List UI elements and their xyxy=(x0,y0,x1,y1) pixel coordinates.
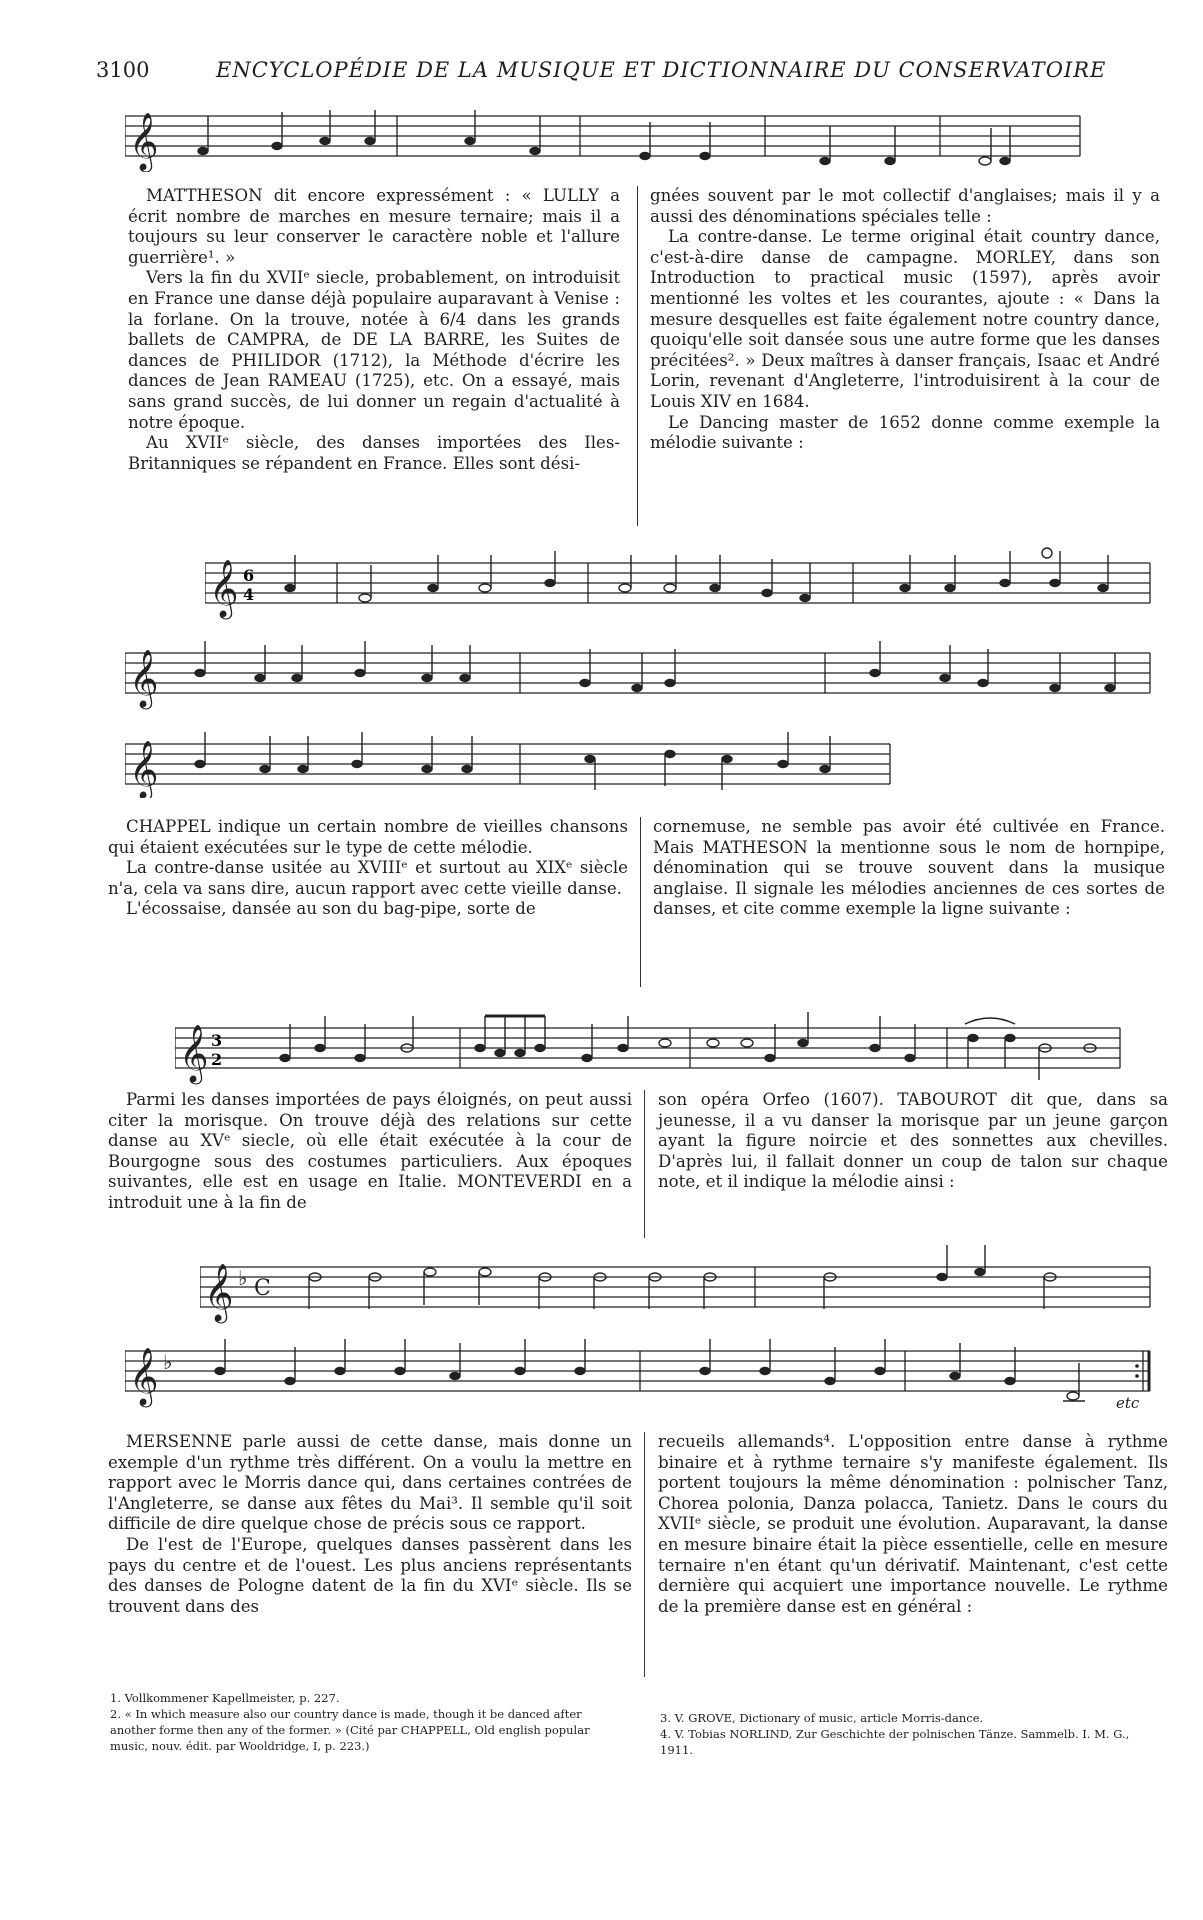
column-rule-3 xyxy=(644,1090,645,1238)
column-rule-2 xyxy=(640,817,641,987)
svg-text:𝄞: 𝄞 xyxy=(204,1263,234,1321)
page-number: 3100 xyxy=(96,58,150,82)
column-rule-4 xyxy=(644,1432,645,1677)
text-block-4-left: MERSENNE parle aussi de cette danse, mais donne un exemple d'un rythme très différent. On a voulu la mettre en rapport avec le Morris dance qui, dans certaines contrées de l'Angleterre, se danse aux fêtes du Mai³. Il semble qu'il soit difficile de dire quelque chose de précis sous ce rapport. De l'est de l'Europe, quelques danses passèrent dans les pays du centre et de l'ouest. Les plus anciens représentants des danses de Pologne datent de la fin du XVIᵉ siècle. Ils se trouvent dans des xyxy=(108,1432,632,1616)
music-staff-3 xyxy=(125,635,1155,710)
music-staff-5 xyxy=(175,1010,1125,1085)
time-signature-top: 6 xyxy=(243,566,255,585)
svg-text:𝄞: 𝄞 xyxy=(129,649,159,707)
music-staff-2 xyxy=(205,545,1155,620)
svg-text:♭: ♭ xyxy=(238,1266,248,1290)
text-block-2-left: CHAPPEL indique un certain nombre de vieilles chansons qui étaient exécutées sur le type de cette mélodie. La contre-danse usitée au XVIIIᵉ et surtout au XIXᵉ siècle n'a, cela va sans dire, aucun rapport avec cette vieille danse. L'écossaise, dansée au son du bag-pipe, sorte de xyxy=(108,817,628,919)
music-etc-label: etc xyxy=(1116,1394,1140,1412)
text-block-4-right: recueils allemands⁴. L'opposition entre danse à rythme binaire et à rythme ternaire s'y manifeste également. Ils portent toujours la même dénomination : polnischer Tanz, Chorea polonia, Danza polacca, Tanietz. Dans le cours du XVIIᵉ siècle, se produit une évolution. Auparavant, la danse en mesure binaire était la pièce essentielle, celle en mesure ternaire n'en étant qu'un dérivatif. Maintenant, c'est cette dernière qui acquiert une importance nouvelle. Le rythme de la première danse est en général : xyxy=(658,1432,1168,1616)
text-block-1-left: MATTHESON dit encore expressément : « LULLY a écrit nombre de marches en mesure ternaire; mais il a toujours su leur conserver le caractère noble et l'allure guerrière¹. » Vers la fin du XVIIᵉ siecle, probablement, on introduisit en France une danse déjà populaire auparavant à Venise : la forlane. On la trouve, notée à 6/4 dans les grands ballets de CAMPRA, de DE LA BARRE, les Suites de dances de PHILIDOR (1712), la Méthode d'écrire les dances de Jean RAMEAU (1725), etc. On a essayé, mais sans grand succès, de lui donner un regain d'actualité à notre époque. Au XVIIᵉ siècle, des danses importées des Iles-Britanniques se répandent en France. Elles sont dési- xyxy=(128,186,620,473)
svg-text:𝄞: 𝄞 xyxy=(179,1024,209,1082)
music-staff-6 xyxy=(200,1245,1155,1325)
text-block-3-left: Parmi les danses importées de pays éloignés, on peut aussi citer la morisque. On trouve déjà des relations sur cette danse au XVᵉ siecle, où elle était exécutée à la cour de Bourgogne sous des costumes particuliers. Aux époques suivantes, elle est en usage en Italie. MONTEVERDI en a introduit une à la fin de xyxy=(108,1090,632,1212)
svg-text:C: C xyxy=(254,1276,271,1301)
music-staff-4 xyxy=(125,728,895,798)
text-block-2-right: cornemuse, ne semble pas avoir été cultivée en France. Mais MATHESON la mentionne sous le nom de hornpipe, dénomination qui se trouve souvent dans la musique anglaise. Il signale les mélodies anciennes de ces sortes de danses, et cite comme exemple la ligne suivante : xyxy=(653,817,1165,919)
text-block-3-right: son opéra Orfeo (1607). TABOUROT dit que, dans sa jeunesse, il a vu danser la morisque par un jeune garçon ayant la figure noircie et des sonnettes aux chevilles. D'après lui, il fallait donner un coup de talon sur chaque note, et il indique la mélodie ainsi : xyxy=(658,1090,1168,1192)
svg-text:𝄞: 𝄞 xyxy=(129,112,159,170)
footnotes-right: 3. V. GROVE, Dictionary of music, article Morris-dance. 4. V. Tobias NORLIND, Zur Geschichte der polnischen Tänze. Sammelb. I. M. G., 1911. xyxy=(660,1711,1130,1757)
time-signature-bottom-2: 2 xyxy=(211,1050,223,1069)
time-signature-bottom: 4 xyxy=(243,585,255,604)
svg-text:𝄞: 𝄞 xyxy=(129,1347,159,1405)
svg-text:♭: ♭ xyxy=(163,1350,173,1374)
music-staff-1 xyxy=(125,102,1085,172)
music-staff-7 xyxy=(125,1333,1155,1413)
time-signature-top-2: 3 xyxy=(211,1031,223,1050)
footnotes-left: 1. Vollkommener Kapellmeister, p. 227. 2. « In which measure also our country dance is made, though it be danced after another forme then any of the former. » (Cité par CHAPPELL, Old english popular music, nouv. édit. par Wooldridge, I, p. 223.) xyxy=(110,1691,590,1753)
svg-text:𝄞: 𝄞 xyxy=(209,559,239,617)
page-header xyxy=(96,58,1136,88)
column-rule-1 xyxy=(637,186,638,526)
svg-text:𝄞: 𝄞 xyxy=(129,740,159,798)
text-block-1-right: gnées souvent par le mot collectif d'anglaises; mais il y a aussi des dénominations spéciales telle : La contre-danse. Le terme original était country dance, c'est-à-dire danse de campagne. MORLEY, dans son Introduction to practical music (1597), après avoir mentionné les voltes et les courantes, ajoute : « Dans la mesure desquelles est faite également notre country dance, quoiqu'elle soit dansée sous une autre forme que les danses précitées². » Deux maîtres à danser français, Isaac et André Lorin, revenant d'Angleterre, l'introduisirent à la cour de Louis XIV en 1684. Le Dancing master de 1652 donne comme exemple la mélodie suivante : xyxy=(650,186,1160,453)
running-title: ENCYCLOPÉDIE DE LA MUSIQUE ET DICTIONNAIRE DU CONSERVATOIRE xyxy=(216,58,1107,82)
